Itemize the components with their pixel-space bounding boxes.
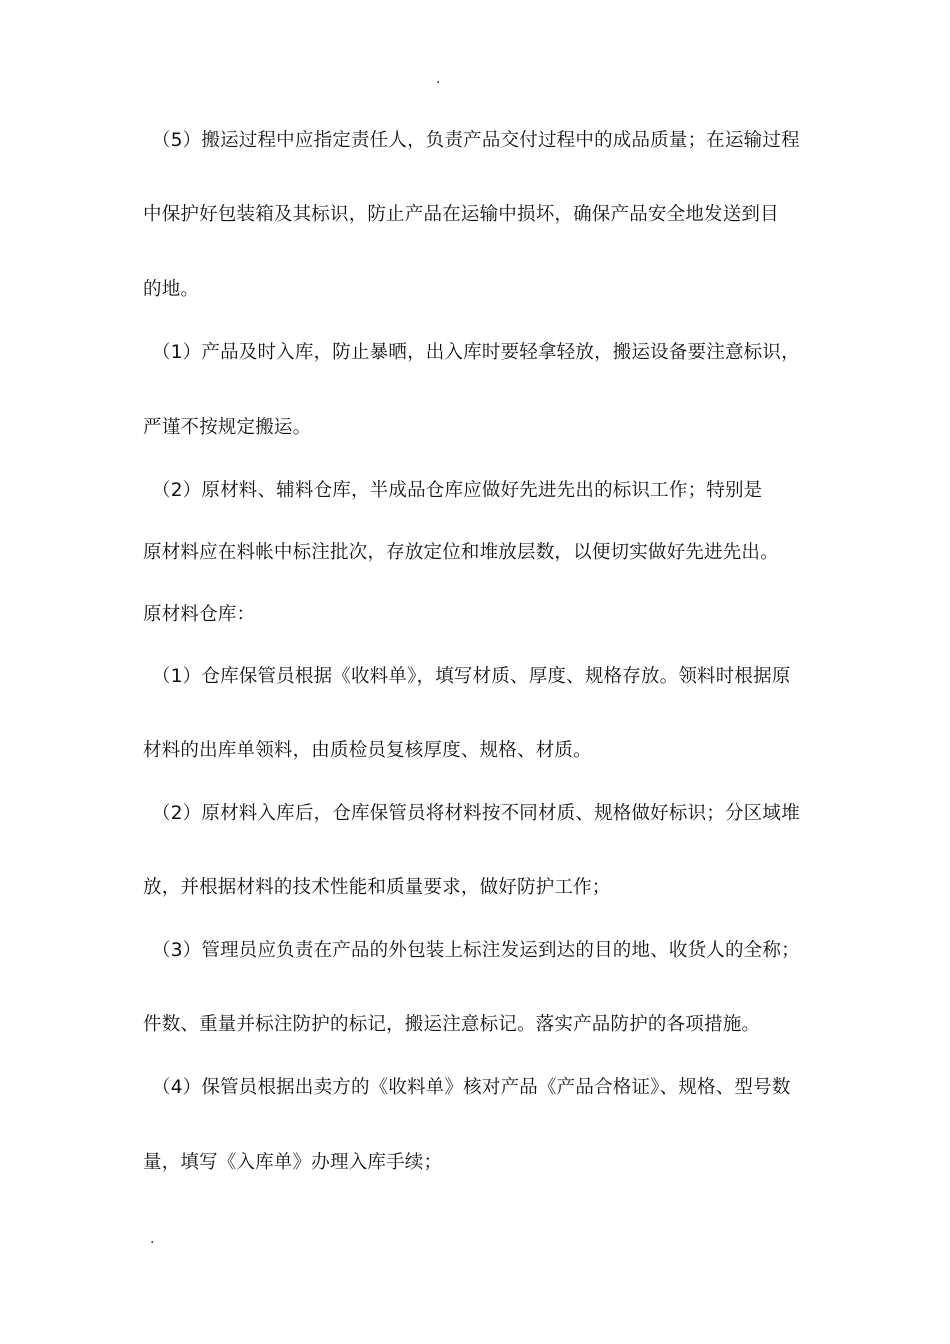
- paragraph-line: 量，填写《入库单》办理入库手续；: [143, 1152, 443, 1173]
- paragraph-line: （2）原材料、辅料仓库，半成品仓库应做好先进先出的标识工作；特别是: [152, 480, 763, 501]
- paragraph-line: （1）产品及时入库，防止暴晒，出入库时要轻拿轻放，搬运设备要注意标识，: [152, 342, 800, 363]
- paragraph-line: 材料的出库单领料，由质检员复核厚度、规格、材质。: [143, 740, 592, 761]
- paragraph-line: （4）保管员根据出卖方的《收料单》核对产品《产品合格证》、规格、型号数: [152, 1077, 791, 1098]
- paragraph-line: 的地。: [143, 279, 200, 300]
- paragraph-line: （2）原材料入库后，仓库保管员将材料按不同材质、规格做好标识；分区域堆: [152, 803, 800, 824]
- paragraph-line: （3）管理员应负责在产品的外包装上标注发运到达的目的地、收货人的全称；: [152, 940, 800, 961]
- section-heading: 原材料仓库：: [143, 604, 256, 625]
- paragraph-line: （1）仓库保管员根据《收料单》，填写材质、厚度、规格存放。领料时根据原: [152, 666, 791, 687]
- paragraph-line: 原材料应在料帐中标注批次，存放定位和堆放层数，以便切实做好先进先出。: [143, 542, 779, 563]
- footer-mark: .: [150, 1231, 155, 1247]
- header-mark: .: [436, 71, 441, 87]
- paragraph-line: （5）搬运过程中应指定责任人，负责产品交付过程中的成品质量；在运输过程: [152, 130, 800, 151]
- paragraph-line: 严谨不按规定搬运。: [143, 417, 312, 438]
- paragraph-line: 件数、重量并标注防护的标记，搬运注意标记。落实产品防护的各项措施。: [143, 1014, 761, 1035]
- paragraph-line: 放，并根据材料的技术性能和质量要求，做好防护工作；: [143, 877, 611, 898]
- paragraph-line: 中保护好包装箱及其标识，防止产品在运输中损坏，确保产品安全地发送到目: [143, 204, 779, 225]
